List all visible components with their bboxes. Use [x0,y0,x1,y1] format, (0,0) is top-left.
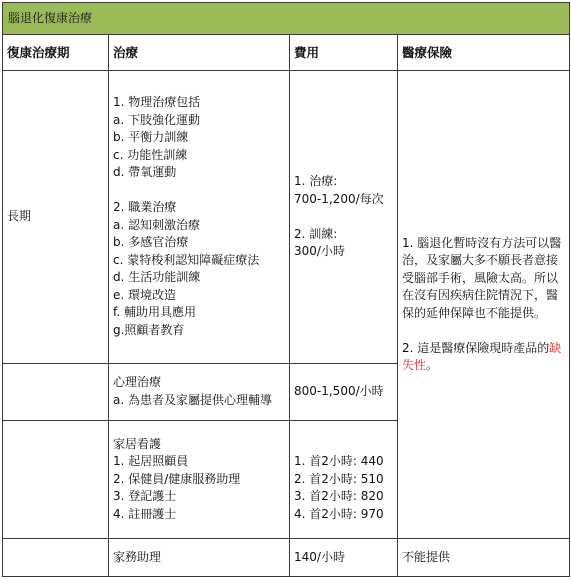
insurance-cell: 不能提供 [398,538,570,576]
treatment-line: 2. 保健員/健康服務助理 [113,471,241,486]
treatment-line: d. 生活功能訓練 [113,270,201,285]
treatment-line: 1. 物理治療包括 [113,95,201,110]
rehab-treatment-table [2,2,570,577]
treatment-line: b. 平衡力訓練 [113,130,189,145]
header-cost: 費用 [290,35,398,71]
treatment-line: 3. 登記護士 [113,489,177,504]
treatment-line: 家居看護 [113,436,162,451]
treatment-cell [109,538,290,576]
table-title: 腦退化復康治療 [3,3,570,35]
insurance-cell [398,71,570,538]
table-row [3,71,570,363]
treatment-line: c. 蒙特梭利認知障礙症療法 [113,252,260,267]
cost-line: 3. 首2小時: 820 [294,489,384,504]
treatment-cell [109,71,290,363]
cost-cell [290,363,398,420]
period-cell [3,420,109,538]
treatment-line: f. 輔助用具應用 [113,305,196,320]
table-row [3,538,570,576]
insurance-highlight: 缺失性 [402,340,562,373]
cost-line: 2. 訓練: [294,226,338,241]
cost-line: 140/小時 [294,549,345,564]
cost-cell [290,71,398,363]
period-cell-long-term: 長期 [3,71,109,363]
treatment-line: a. 認知刺激治療 [113,217,200,232]
treatment-line: a. 下肢強化運動 [113,112,200,127]
header-treatment: 治療 [109,35,290,71]
treatment-line: d. 帶氧運動 [113,165,177,180]
cost-line: 4. 首2小時: 970 [294,506,384,521]
treatment-line: c. 功能性訓練 [113,147,188,162]
cost-cell [290,538,398,576]
treatment-line: e. 環境改造 [113,287,177,302]
treatment-cell [109,420,290,538]
spacer [294,436,393,454]
header-period: 復康治療期 [3,35,109,71]
insurance-note-2: 2. 這是醫療保險現時產品的 [402,340,550,355]
treatment-line: g.照顧者教育 [113,322,185,337]
cost-line: 2. 首2小時: 510 [294,471,384,486]
cost-line: 300/小時 [294,244,345,259]
cost-line: 1. 首2小時: 440 [294,454,384,469]
cost-cell [290,420,398,538]
treatment-line: a. 為患者及家屬提供心理輔導 [113,392,272,407]
treatment-cell [109,363,290,420]
insurance-note-1: 1. 腦退化暫時沒有方法可以醫治，及家屬大多不願長者意接受腦部手術，風險太高。所以在沒有因疾病住院情況下，醫保的延伸保障也不能提供。 [402,235,562,320]
cost-line: 700-1,200/每次 [294,191,384,206]
treatment-line: 2. 職業治療 [113,200,177,215]
period-cell [3,363,109,420]
cost-line: 1. 治療: [294,174,338,189]
treatment-line: 1. 起居照顧員 [113,454,189,469]
insurance-punct: 。 [426,358,439,373]
cost-line: 800-1,500/小時 [294,383,384,398]
spacer [113,182,285,200]
header-insurance: 醫療保險 [398,35,570,71]
header-row [3,35,570,71]
treatment-line: 家務助理 [113,549,162,564]
period-cell [3,538,109,576]
treatment-line: 4. 註冊護士 [113,506,177,521]
treatment-line: 心理治療 [113,375,162,390]
treatment-line: b. 多感官治療 [113,235,189,250]
spacer [294,208,393,226]
spacer [402,322,565,340]
